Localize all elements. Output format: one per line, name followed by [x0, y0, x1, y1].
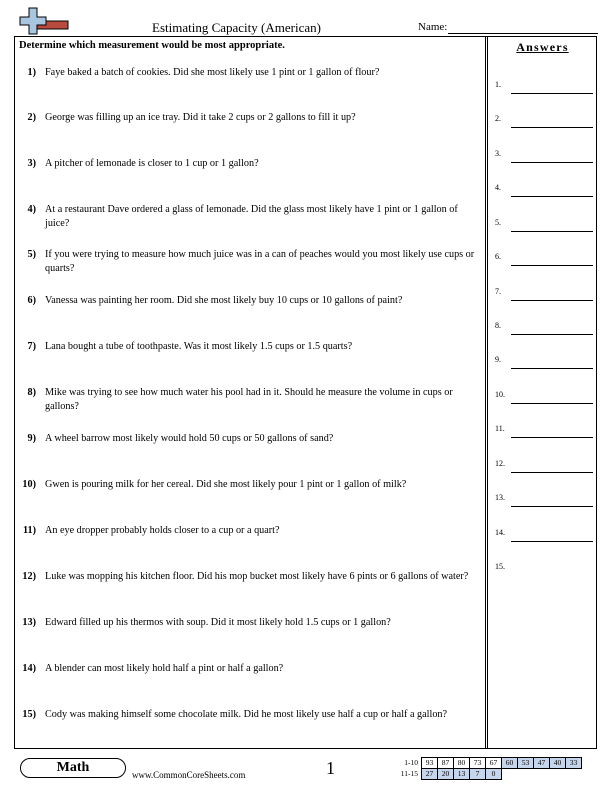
answer-number: 10.: [495, 390, 505, 399]
answer-row: [495, 321, 595, 335]
question-text: If you were trying to measure how much juice was in a can of peaches would you most likely use cups or quarts?: [45, 249, 475, 274]
answer-line[interactable]: [511, 368, 593, 369]
name-line[interactable]: [448, 33, 598, 34]
score-cell: 0: [486, 769, 502, 780]
answer-line[interactable]: [511, 231, 593, 232]
answer-number: 5.: [495, 218, 501, 227]
question-item: [18, 524, 480, 538]
site-url: www.CommonCoreSheets.com: [132, 770, 246, 780]
score-cell: 67: [486, 758, 502, 769]
score-cell: 27: [422, 769, 438, 780]
question-item: [18, 294, 480, 308]
answers-heading: [488, 40, 597, 55]
score-cell: 73: [470, 758, 486, 769]
question-item: [18, 432, 480, 446]
answer-row: [495, 149, 595, 163]
answer-row: [495, 424, 595, 438]
answer-number: 8.: [495, 321, 501, 330]
answer-line[interactable]: [511, 127, 593, 128]
question-item: [18, 157, 480, 171]
answer-line[interactable]: [511, 472, 593, 473]
answer-number: 15.: [495, 562, 505, 571]
answer-line[interactable]: [511, 541, 593, 542]
answer-line[interactable]: [511, 196, 593, 197]
answer-number: 7.: [495, 287, 501, 296]
score-cell: 40: [550, 758, 566, 769]
answer-number: 13.: [495, 493, 505, 502]
question-text: Faye baked a batch of cookies. Did she most likely use 1 pint or 1 gallon of flour?: [45, 67, 380, 78]
answer-row: [495, 114, 595, 128]
question-text: Gwen is pouring milk for her cereal. Did she most likely pour 1 pint or 1 gallon of milk?: [45, 479, 407, 490]
score-row: [396, 758, 582, 769]
question-text: A pitcher of lemonade is closer to 1 cup or 1 gallon?: [45, 158, 259, 169]
question-text: Lana bought a tube of toothpaste. Was it most likely 1.5 cups or 1.5 quarts?: [45, 341, 353, 352]
question-text: Vanessa was painting her room. Did she most likely buy 10 cups or 10 gallons of paint?: [45, 295, 403, 306]
question-item: [18, 340, 480, 354]
answer-number: 4.: [495, 183, 501, 192]
answer-row: [495, 390, 595, 404]
question-item: [18, 111, 480, 125]
answer-line[interactable]: [511, 265, 593, 266]
question-number: 10): [22, 479, 36, 490]
question-number: 15): [22, 709, 36, 720]
question-text: Cody was making himself some chocolate milk. Did he most likely use half a cup or half a gallon?: [45, 709, 448, 720]
answer-number: 6.: [495, 252, 501, 261]
answer-number: 14.: [495, 528, 505, 537]
question-number: 4): [27, 204, 36, 215]
question-text: George was filling up an ice tray. Did it take 2 cups or 2 gallons to fill it up?: [45, 112, 356, 123]
question-item: [18, 616, 480, 630]
answer-row: [495, 355, 595, 369]
score-cell: 60: [502, 758, 518, 769]
answer-number: 3.: [495, 149, 501, 158]
score-cell: 80: [454, 758, 470, 769]
question-number: 2): [27, 112, 36, 123]
question-item: [18, 203, 480, 231]
question-text: Edward filled up his thermos with soup. Did it most likely hold 1.5 cups or 1 gallon?: [45, 617, 391, 628]
answer-row: [495, 562, 595, 576]
score-row: [396, 769, 582, 780]
question-number: 3): [27, 158, 36, 169]
question-item: [18, 662, 480, 676]
instructions: Determine which measurement would be most appropriate.: [19, 40, 285, 51]
question-item: [18, 386, 480, 414]
question-item: [18, 66, 480, 80]
question-text: An eye dropper probably holds closer to a cup or a quart?: [45, 525, 280, 536]
name-label: Name:: [418, 21, 448, 33]
answers-heading-text: Answers: [516, 40, 569, 54]
question-number: 1): [27, 67, 36, 78]
score-table: [396, 757, 582, 780]
question-number: 11): [22, 525, 36, 536]
question-number: 14): [22, 663, 36, 674]
answer-line[interactable]: [511, 334, 593, 335]
answer-row: [495, 252, 595, 266]
answer-line[interactable]: [511, 162, 593, 163]
question-text: A blender can most likely hold half a pint or half a gallon?: [45, 663, 284, 674]
answer-line[interactable]: [511, 506, 593, 507]
score-row-label: 1-10: [404, 758, 418, 767]
score-cell: 53: [518, 758, 534, 769]
answer-number: 2.: [495, 114, 501, 123]
answer-column-divider: [485, 36, 488, 749]
question-number: 9): [27, 433, 36, 444]
question-text: A wheel barrow most likely would hold 50 cups or 50 gallons of sand?: [45, 433, 334, 444]
answer-row: [495, 80, 595, 94]
question-item: [18, 708, 480, 722]
score-cell: 33: [566, 758, 582, 769]
question-text: Luke was mopping his kitchen floor. Did his mop bucket most likely have 6 pints or 6 gallons of water?: [45, 571, 469, 582]
score-cell: 13: [454, 769, 470, 780]
answer-row: [495, 287, 595, 301]
question-text: At a restaurant Dave ordered a glass of lemonade. Did the glass most likely have 1 pint or 1 gallon of juice?: [45, 204, 458, 229]
answer-row: [495, 528, 595, 542]
answer-number: 9.: [495, 355, 501, 364]
score-cell: 93: [422, 758, 438, 769]
answer-line[interactable]: [511, 93, 593, 94]
answer-line[interactable]: [511, 300, 593, 301]
question-number: 13): [22, 617, 36, 628]
worksheet-title: Estimating Capacity (American): [152, 20, 321, 35]
answer-row: [495, 493, 595, 507]
answer-line[interactable]: [511, 437, 593, 438]
score-cell: 47: [534, 758, 550, 769]
answer-number: 11.: [495, 424, 505, 433]
answer-row: [495, 183, 595, 197]
answer-number: 12.: [495, 459, 505, 468]
question-number: 5): [27, 249, 36, 260]
question-item: [18, 478, 480, 492]
answer-line[interactable]: [511, 403, 593, 404]
question-number: 8): [27, 387, 36, 398]
score-row-label: 11-15: [400, 769, 418, 778]
score-cell: 87: [438, 758, 454, 769]
page-number: 1: [326, 758, 335, 778]
question-number: 7): [27, 341, 36, 352]
score-cell: 20: [438, 769, 454, 780]
commoncoresheets-logo: [18, 6, 70, 40]
score-cell: 7: [470, 769, 486, 780]
question-item: [18, 248, 480, 276]
subject-badge: Math: [20, 758, 126, 778]
question-number: 6): [27, 295, 36, 306]
question-text: Mike was trying to see how much water his pool had in it. Should he measure the volume in cups or gallons?: [45, 387, 453, 412]
answer-row: [495, 218, 595, 232]
answer-row: [495, 459, 595, 473]
answer-number: 1.: [495, 80, 501, 89]
question-number: 12): [22, 571, 36, 582]
question-item: [18, 570, 480, 584]
